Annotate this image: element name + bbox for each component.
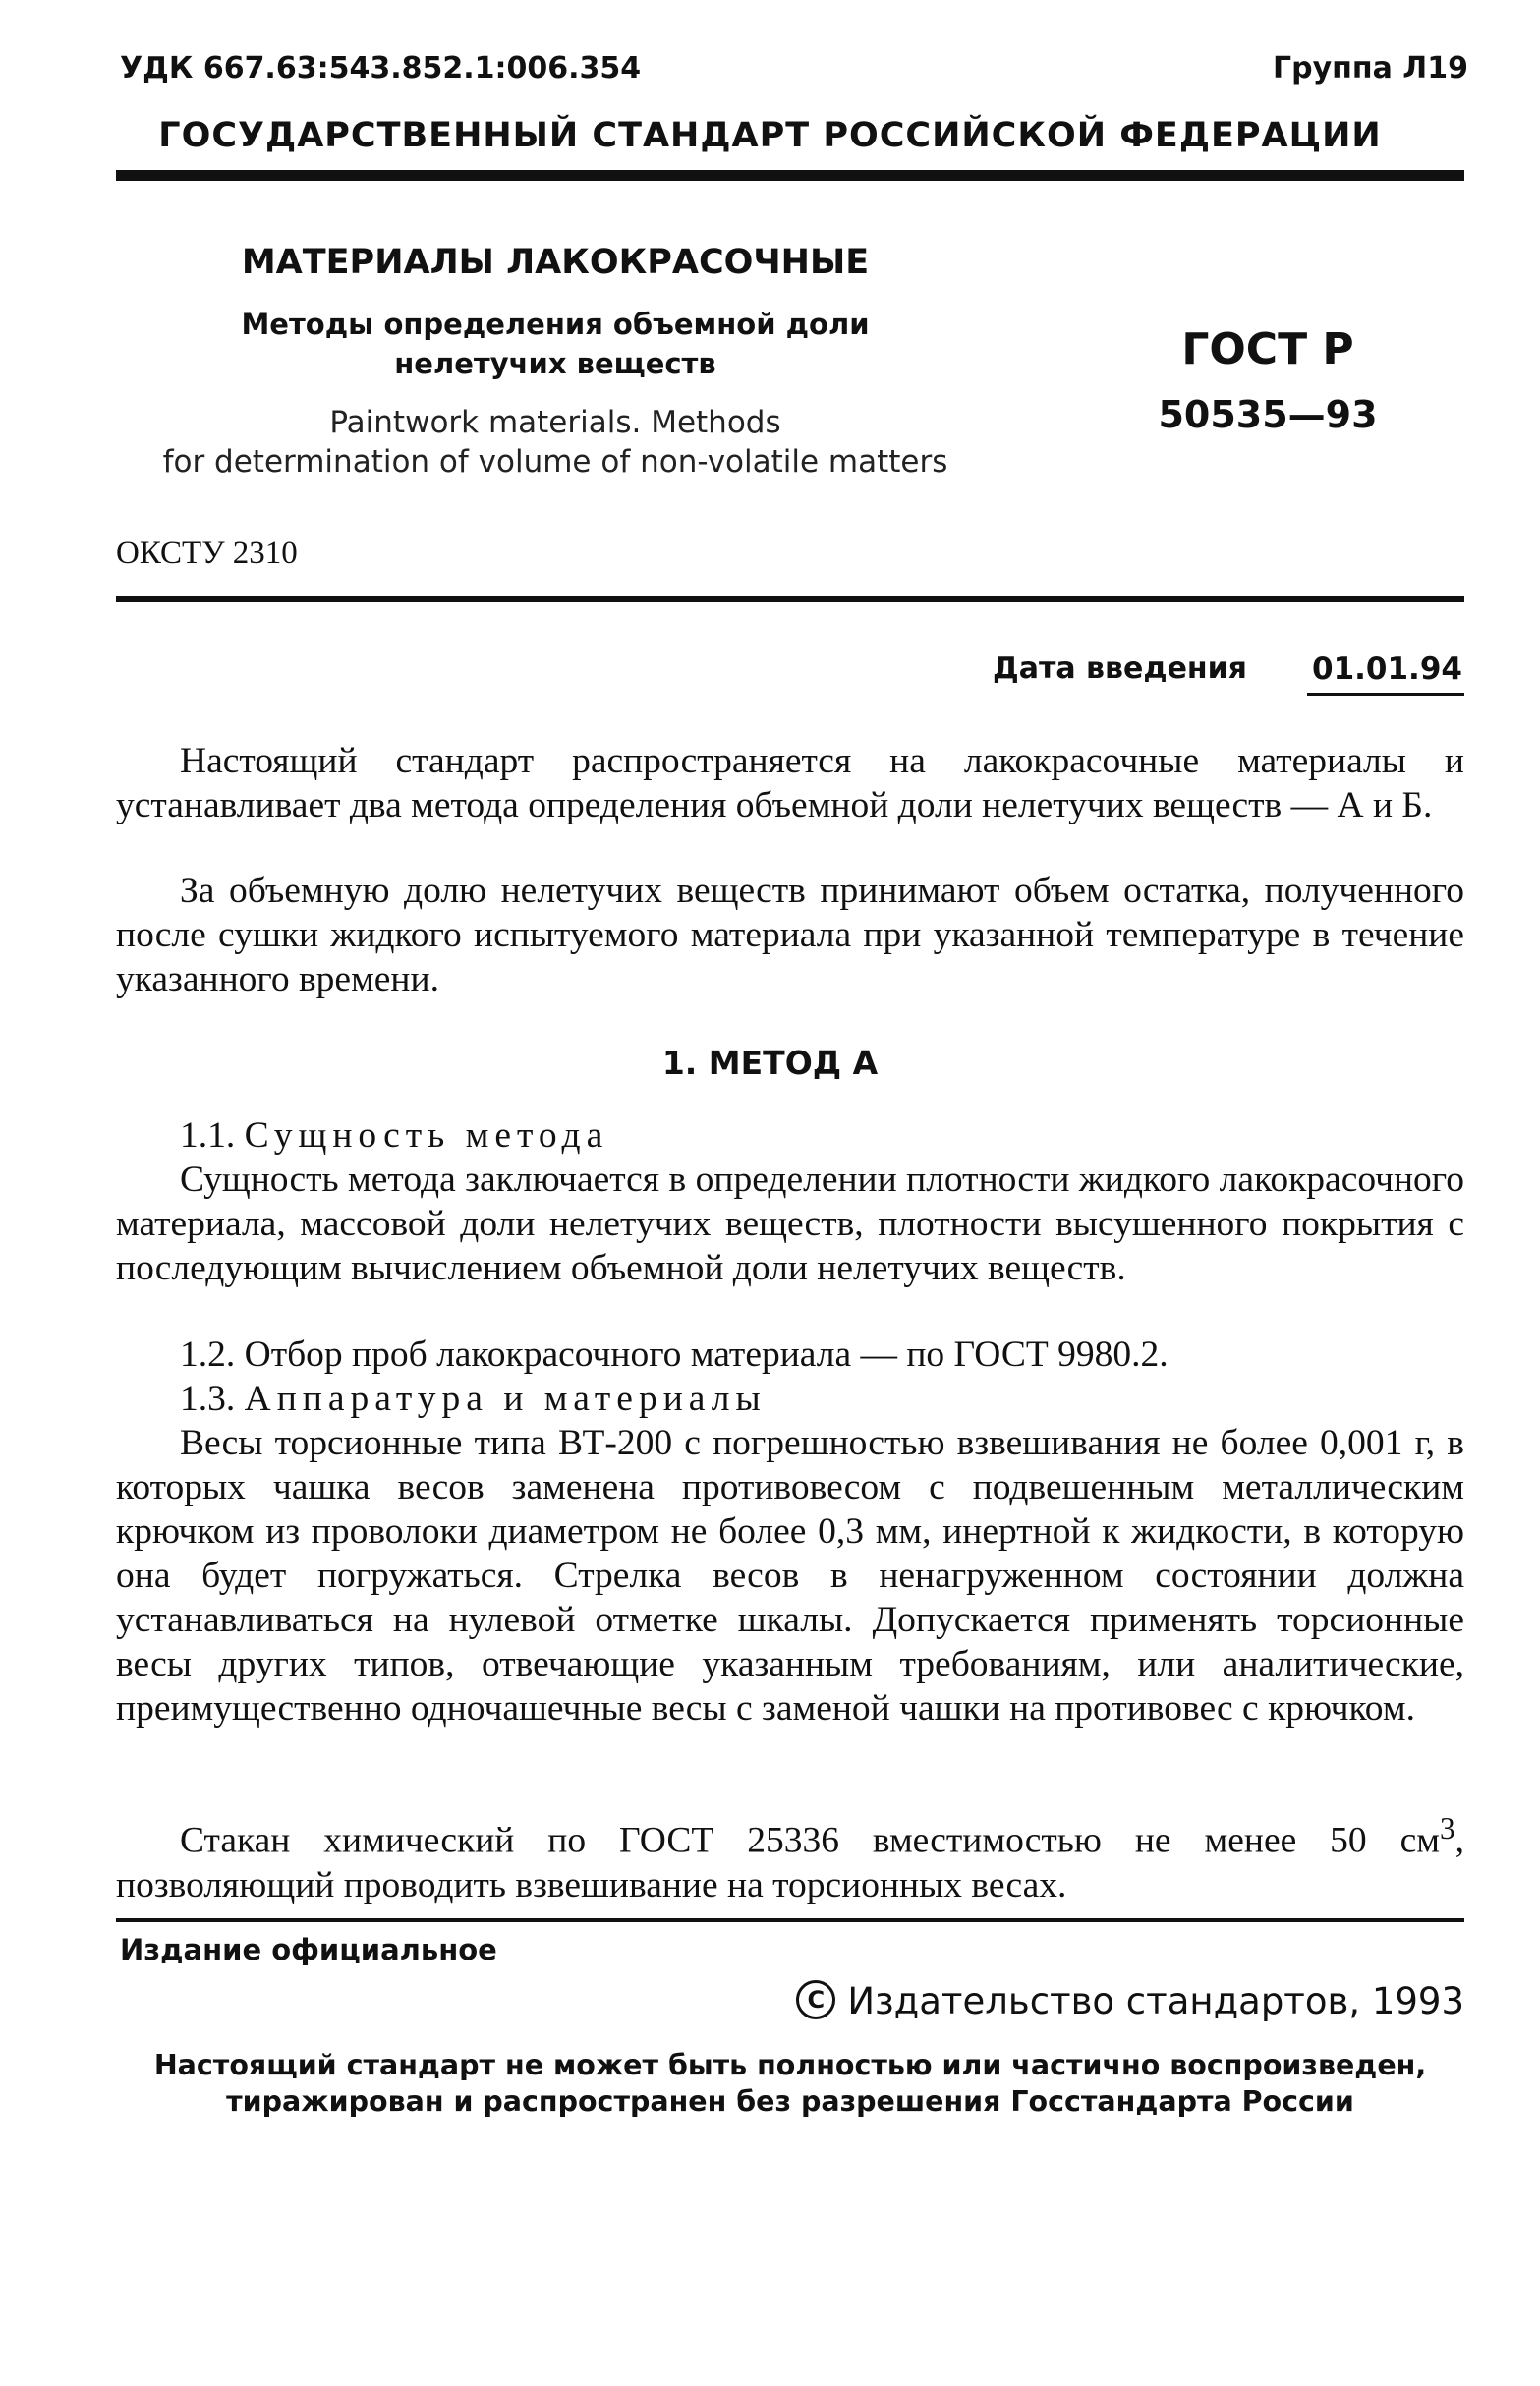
beaker-text-end: , позволяющий проводить взвешивание на торсионных весах. [116,1820,1464,1905]
gost-number: 50535—93 [1158,393,1378,436]
document-subtitle [167,305,943,383]
apparatus-paragraph: Весы торсионные типа ВТ-200 с погрешностью взвешивания не более 0,001 г, в которых чашка весов заменена противовесом с подвешенным металлическим крючком из проволоки диаметром не более 0,3 мм, инертной к жидкости, в которую она будет погружаться. Стрелка весов в ненагруженном состоянии должна устанавливаться на нулевой отметке шкалы. Допускается применять торсионные весы других типов, отвечающие указанным требованиям, или аналитические, преимущественно одночашечные весы с заменой чашки на противовес с крючком. [116,1423,1464,1729]
subsection-title: Сущность метода [244,1115,609,1156]
method-essence-paragraph: Сущность метода заключается в определении плотности жидкого лакокрасочного материала, массовой доли нелетучих веществ, плотности высушенного покрытия с последующим вычислением объемной доли нелетучих веществ. [116,1160,1464,1288]
subsection-1-1 [116,1113,1464,1158]
group-code: Группа Л19 [1273,51,1468,85]
gost-label: ГОСТ Р [1181,324,1354,374]
header-divider [116,170,1464,181]
subsection-number: 1.3. [180,1379,236,1419]
title-divider [116,596,1464,602]
document-title: МАТЕРИАЛЫ ЛАКОКРАСОЧНЫЕ [241,243,870,282]
subsection-1-3 [116,1377,1464,1421]
subsection-number: 1.1. [180,1115,236,1156]
copyright-icon: C [796,1980,835,2019]
beaker-text: Стакан химический по ГОСТ 25336 вместимостью не менее 50 см [180,1820,1440,1861]
copyright-line [767,1980,1464,2023]
subsection-1-2: 1.2. Отбор проб лакокрасочного материала — по ГОСТ 9980.2. [180,1335,1169,1375]
english-title [108,403,1002,482]
footer-divider [116,1918,1464,1922]
subtitle-line-2: нелетучих веществ [394,347,716,380]
state-standard-title: ГОСУДАРСТВЕННЫЙ СТАНДАРТ РОССИЙСКОЙ ФЕДЕРАЦИИ [158,116,1382,155]
udk-code: УДК 667.63:543.852.1:006.354 [120,51,642,85]
date-underline [1307,693,1464,696]
superscript: 3 [1440,1811,1455,1846]
beaker-paragraph [116,1806,1464,1907]
english-title-line-2: for determination of volume of non-volatile matters [162,444,948,480]
reproduction-notice [116,2047,1464,2120]
english-title-line-1: Paintwork materials. Methods [329,405,781,440]
intro-paragraph: Настоящий стандарт распространяется на лакокрасочные материалы и устанавливает два метода определения объемной доли нелетучих веществ — А и Б. [116,741,1464,825]
notice-line-1: Настоящий стандарт не может быть полностью или частично воспроизведен, [153,2049,1427,2081]
notice-line-2: тиражирован и распространен без разрешения Госстандарта России [226,2085,1354,2118]
subtitle-line-1: Методы определения объемной доли [241,308,870,341]
definition-paragraph: За объемную долю нелетучих веществ принимают объем остатка, полученного после сушки жидкого испытуемого материала при указанной температуре в течение указанного времени. [116,871,1464,999]
date-value: 01.01.94 [1312,652,1462,687]
okstu-code: ОКСТУ 2310 [116,536,298,571]
copyright-text: Издательство стандартов, 1993 [847,1980,1464,2022]
subsection-title: Аппаратура и материалы [244,1379,767,1419]
edition-label: Издание официальное [120,1933,497,1966]
section-heading: 1. МЕТОД А [661,1044,879,1082]
date-label: Дата введения [993,652,1247,686]
